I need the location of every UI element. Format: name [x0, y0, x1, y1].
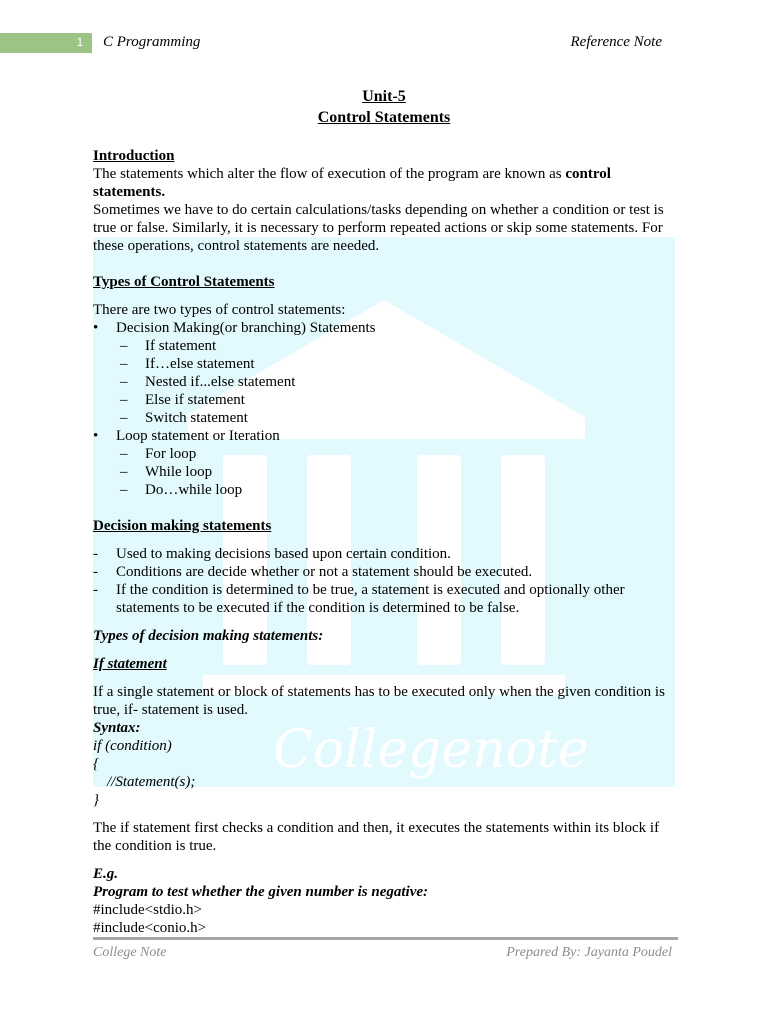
list-item-text: Switch statement: [145, 410, 248, 426]
list-item-text: If statement: [145, 338, 217, 354]
dash-marker: –: [120, 446, 128, 462]
unit-title: Unit-5: [362, 88, 406, 105]
intro-paragraph-1: [93, 165, 675, 201]
syntax-label: Syntax:: [93, 720, 141, 736]
header-doc-type: Reference Note: [570, 34, 662, 50]
dash-marker: –: [120, 392, 128, 408]
intro-heading: Introduction: [93, 148, 175, 164]
syntax-line: {: [93, 756, 99, 772]
decision-types-heading: Types of decision making statements:: [93, 628, 324, 644]
dash-marker: –: [120, 464, 128, 480]
types-lead: There are two types of control statements:: [93, 302, 346, 318]
dash-marker: –: [120, 356, 128, 372]
list-item: [93, 355, 675, 373]
decision-point: [93, 545, 675, 563]
point-text: If the condition is determined to be true, a statement is executed and optionally other statements to be executed if the condition is determined to be false.: [116, 582, 625, 616]
dash-marker: –: [120, 374, 128, 390]
list-item: [93, 481, 675, 499]
program-title: Program to test whether the given number is negative:: [93, 884, 429, 900]
header-subject: C Programming: [103, 34, 201, 50]
page-number: 1: [76, 35, 84, 49]
point-marker: -: [93, 582, 98, 598]
example-label: E.g.: [93, 866, 119, 882]
syntax-line: //Statement(s);: [107, 774, 196, 790]
point-text: Used to making decisions based upon certain condition.: [116, 546, 451, 562]
list-item-text: For loop: [145, 446, 197, 462]
bullet-marker: •: [93, 428, 99, 444]
intro-paragraph-2: Sometimes we have to do certain calculations/tasks depending on whether a condition or test is true or false. Similarly, it is necessary to perform repeated actions or skip some statements. For these operations, control statements are needed.: [93, 202, 664, 254]
decision-heading: Decision making statements: [93, 518, 272, 534]
dash-marker: –: [120, 338, 128, 354]
code-line: #include<stdio.h>: [93, 902, 202, 918]
syntax-line: if (condition): [93, 738, 172, 754]
bullet-marker: •: [93, 320, 99, 336]
dash-marker: –: [120, 482, 128, 498]
decision-point: [93, 581, 675, 617]
group-label: Loop statement or Iteration: [116, 428, 280, 444]
footer-divider: [93, 937, 678, 940]
intro-p1-text: The statements which alter the flow of execution of the program are known as: [93, 166, 562, 182]
list-item: [93, 445, 675, 463]
watermark-text: Collegenote: [273, 720, 589, 780]
footer-author: Prepared By: Jayanta Poudel: [506, 945, 672, 960]
list-item-text: Nested if...else statement: [145, 374, 296, 390]
if-statement-description: If a single statement or block of statements has to be executed only when the given condition is true, if- statement is used.: [93, 684, 665, 718]
types-group-decision: [93, 319, 675, 337]
list-item: [93, 409, 675, 427]
list-item: [93, 337, 675, 355]
list-item: [93, 373, 675, 391]
if-statement-heading: If statement: [93, 656, 167, 672]
footer-site: College Note: [93, 945, 167, 960]
document-body: [93, 86, 675, 937]
list-item-text: Else if statement: [145, 392, 245, 408]
types-group-loop: [93, 427, 675, 445]
dash-marker: –: [120, 410, 128, 426]
point-marker: -: [93, 546, 98, 562]
list-item-text: Do…while loop: [145, 482, 243, 498]
point-text: Conditions are decide whether or not a statement should be executed.: [116, 564, 533, 580]
list-item-text: While loop: [145, 464, 213, 480]
if-statement-explanation: The if statement first checks a condition and then, it executes the statements within its block if the condition is true.: [93, 820, 660, 854]
list-item-text: If…else statement: [145, 356, 255, 372]
types-heading: Types of Control Statements: [93, 274, 275, 290]
list-item: [93, 391, 675, 409]
point-marker: -: [93, 564, 98, 580]
list-item: [93, 463, 675, 481]
code-line: #include<conio.h>: [93, 920, 207, 936]
decision-point: [93, 563, 675, 581]
syntax-line: }: [93, 792, 99, 808]
intro-p1-bold: control statements.: [93, 166, 611, 200]
group-label: Decision Making(or branching) Statements: [116, 320, 376, 336]
chapter-title: Control Statements: [317, 109, 451, 126]
